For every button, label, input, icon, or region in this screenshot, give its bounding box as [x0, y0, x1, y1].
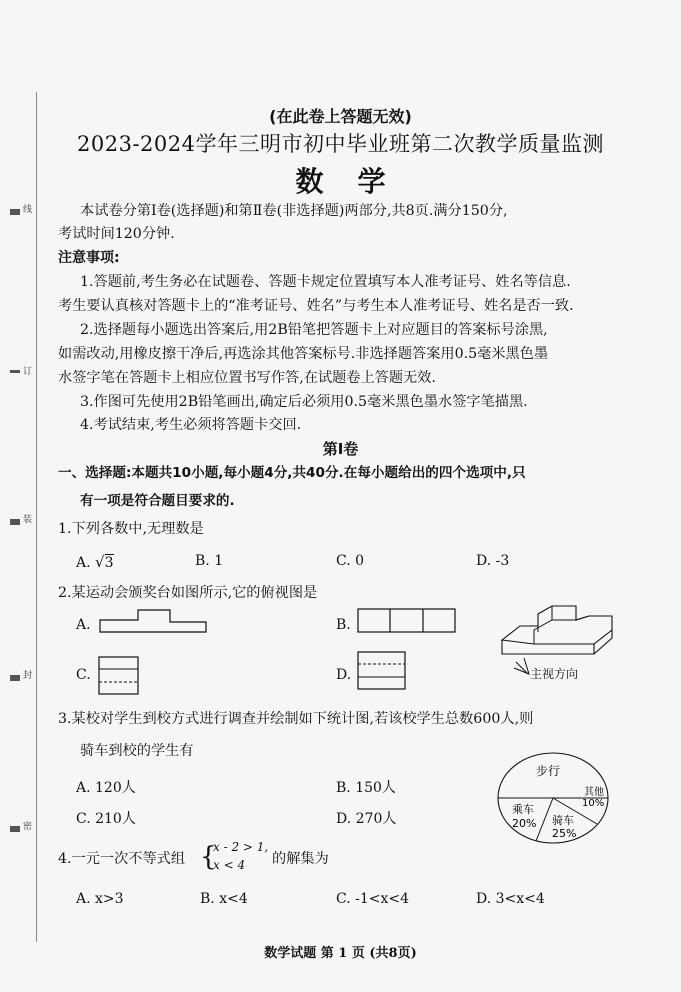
part-title: 第Ⅰ卷: [322, 440, 359, 458]
q1-option-a: [76, 553, 114, 571]
pie-chart: [496, 751, 612, 847]
intro-line: 本试卷分第Ⅰ卷(选择题)和第Ⅱ卷(非选择题)两部分,共8页.满分150分,: [80, 203, 508, 219]
q1-option-a-value: 3: [104, 555, 114, 571]
q4-option-d: D. 3<x<4: [476, 891, 545, 907]
pie-label-other: 其他: [584, 787, 604, 798]
note-item: 4.考试结束,考生必须将答题卡交回.: [80, 417, 302, 433]
note-item: 3.作图可先使用2B铅笔画出,确定后必须用0.5毫米黑色墨水签字笔描黑.: [80, 394, 528, 410]
pie-pct-bus: 20%: [512, 817, 537, 830]
q2-option-d-figure: [357, 651, 407, 691]
note-item: 如需改动,用橡皮擦干净后,再选涂其他答案标号.非选择题答案用0.5毫米黑色墨: [58, 346, 549, 362]
side-char: 封: [21, 670, 31, 679]
side-char: 密: [21, 821, 31, 830]
binding-line: [36, 92, 37, 942]
brace-symbol: {: [200, 842, 217, 872]
page-footer: 数学试题 第 1 页 (共8页): [264, 946, 417, 961]
note-item: 考生要认真核对答题卡上的“准考证号、姓名”与考生本人准考证号、姓名是否一致.: [58, 298, 574, 314]
section-instruction: 有一项是符合题目要求的.: [80, 493, 235, 509]
q1-option-a-label: A.: [76, 555, 91, 571]
note-item: 2.选择题每小题选出答案后,用2B铅笔把答题卡上对应题目的答案标号涂黑,: [80, 322, 548, 338]
q4-option-c: C. -1<x<4: [336, 891, 410, 907]
question-2-stem: 2.某运动会颁奖台如图所示,它的俯视图是: [58, 585, 318, 601]
binding-mark: [10, 209, 20, 215]
invalid-answer-note: (在此卷上答题无效): [269, 107, 412, 126]
q1-option-b: B. 1: [195, 553, 224, 569]
pie-label-bike: 骑车: [552, 814, 574, 827]
inequality-1: x - 2 > 1,: [213, 840, 269, 854]
question-4-stem-suffix: 的解集为: [272, 851, 329, 867]
subject-title: 数学: [295, 165, 420, 198]
pie-label-bus: 乘车: [512, 803, 534, 816]
q3-option-c: C. 210人: [76, 811, 136, 827]
q4-option-a: A. x>3: [76, 891, 124, 907]
question-3-stem: 骑车到校的学生有: [80, 743, 194, 759]
inequality-2: x < 4: [213, 858, 246, 872]
side-char: 装: [21, 514, 31, 523]
q3-option-a: A. 120人: [76, 780, 136, 796]
inequality-system: [213, 838, 268, 874]
exam-title: 2023-2024学年三明市初中毕业班第二次教学质量监测: [77, 132, 604, 156]
question-1-stem: 1.下列各数中,无理数是: [58, 521, 204, 537]
q4-option-b: B. x<4: [200, 891, 248, 907]
q3-option-b: B. 150人: [336, 780, 396, 796]
side-char: 线: [21, 204, 31, 213]
q2-option-b-figure: [357, 608, 457, 634]
view-direction-label: 主视方向: [530, 667, 579, 681]
binding-mark: [10, 519, 20, 525]
q2-option-b-label: B.: [336, 617, 351, 633]
pie-divider: [536, 798, 553, 841]
question-3-stem: 3.某校对学生到校方式进行调查并绘制如下统计图,若该校学生总数600人,则: [58, 711, 534, 727]
notes-heading: 注意事项:: [58, 250, 120, 266]
q1-option-c: C. 0: [336, 553, 365, 569]
q3-option-d: D. 270人: [336, 811, 397, 827]
binding-mark: [10, 370, 20, 373]
sqrt-symbol: √: [95, 553, 105, 571]
pie-pct-bike: 25%: [552, 827, 577, 840]
side-char: 订: [21, 366, 31, 375]
q2-option-a-figure: [98, 608, 208, 634]
q2-option-d-label: D.: [336, 667, 352, 683]
section-instruction: 一、选择题:本题共10小题,每小题4分,共40分.在每小题给出的四个选项中,只: [58, 465, 526, 481]
q2-option-c-figure: [98, 656, 140, 696]
q2-option-a-label: A.: [76, 617, 91, 633]
question-4-stem-prefix: 4.一元一次不等式组: [58, 851, 186, 867]
intro-line: 考试时间120分钟.: [58, 226, 175, 242]
binding-mark: [10, 675, 20, 681]
q2-option-c-label: C.: [76, 667, 91, 683]
pie-label-walk: 步行: [536, 764, 561, 778]
pie-pct-other: 10%: [582, 798, 605, 809]
note-item: 1.答题前,考生务必在试题卷、答题卡规定位置填写本人准考证号、姓名等信息.: [80, 274, 571, 290]
q1-option-d: D. -3: [476, 553, 510, 569]
binding-mark: [10, 826, 20, 832]
note-item: 水签字笔在答题卡上相应位置书写作答,在试题卷上答题无效.: [58, 370, 436, 386]
podium-figure: [494, 600, 616, 692]
